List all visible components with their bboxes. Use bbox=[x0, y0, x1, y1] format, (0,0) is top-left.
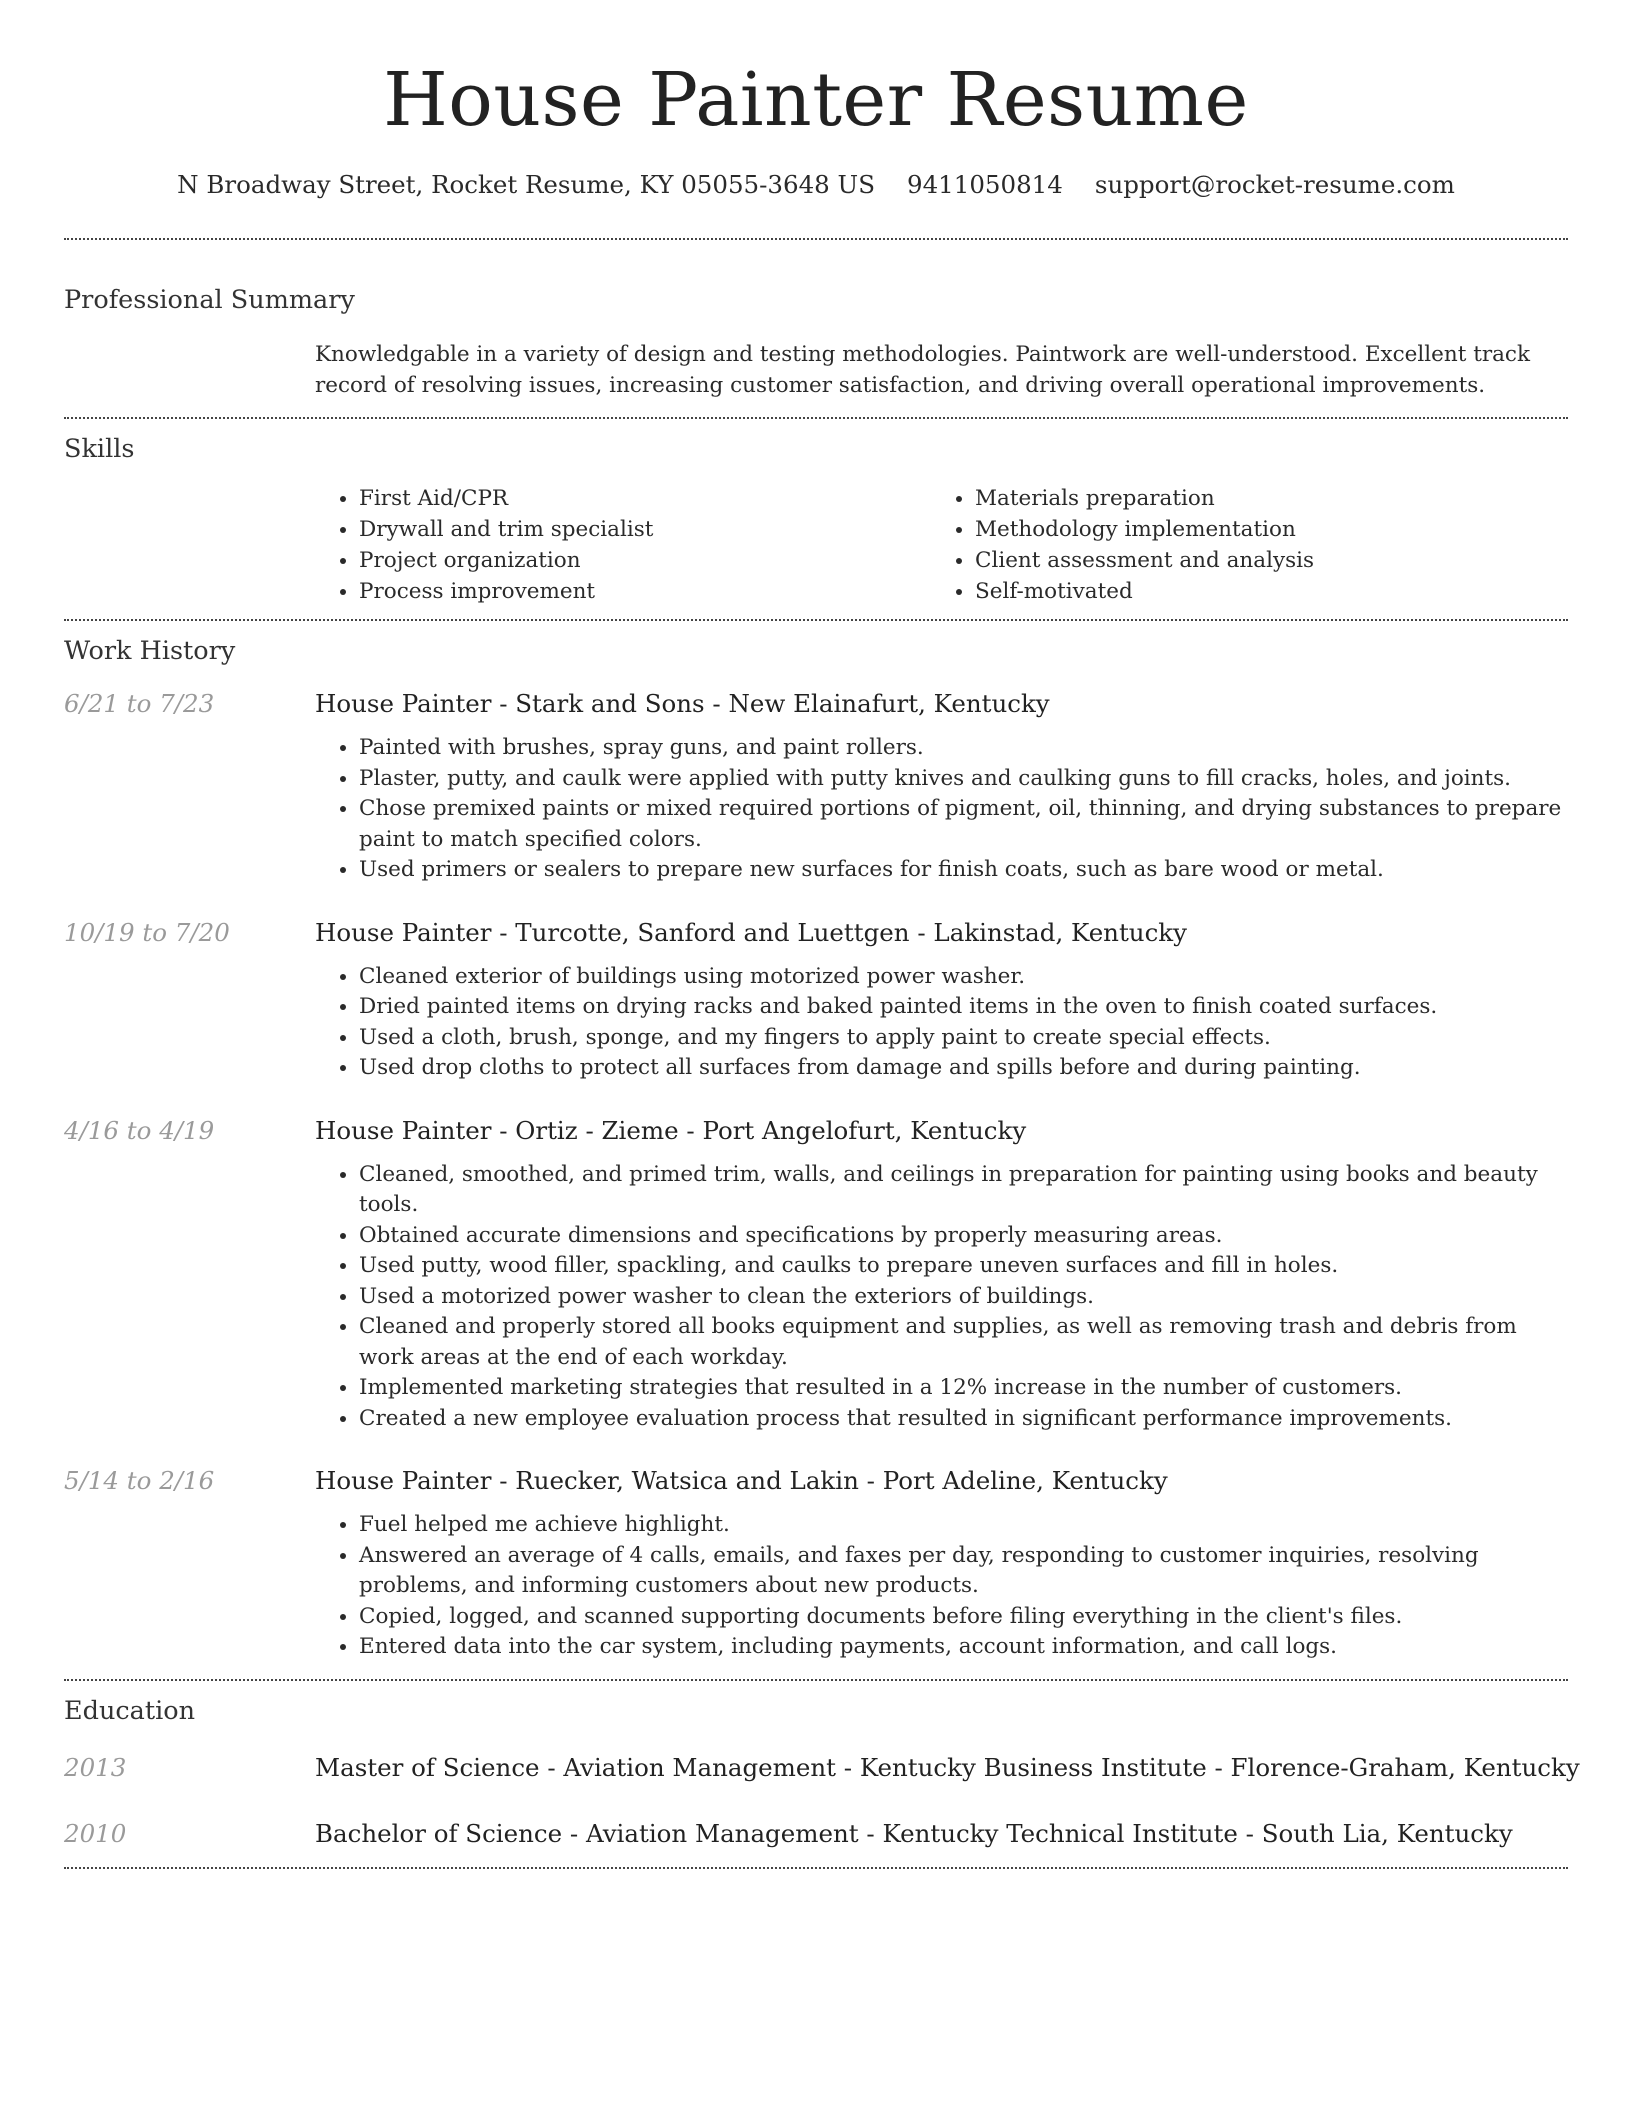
job-bullet: • Cleaned and properly stored all books equipment and supplies, as well as removing trash and debris from work areas at the end of each workday. bbox=[359, 1312, 1568, 1373]
job-bullet: • Dried painted items on drying racks and baked painted items in the oven to finish coated surfaces. bbox=[359, 992, 1568, 1023]
work-history-heading: Work History bbox=[64, 636, 236, 666]
skill-item: • Client assessment and analysis bbox=[975, 545, 1547, 576]
skills-grid bbox=[315, 483, 1568, 607]
contact-address: N Broadway Street, Rocket Resume, KY 05055-3648 US bbox=[177, 170, 875, 199]
summary-heading: Professional Summary bbox=[64, 285, 355, 315]
education-degree: Master of Science - Aviation Management - Kentucky Business Institute - Florence-Graham, Kentucky bbox=[315, 1752, 1580, 1782]
job-bullet: • Copied, logged, and scanned supporting documents before filing everything in the client's files. bbox=[359, 1602, 1568, 1633]
job-date: 6/21 to 7/23 bbox=[64, 689, 215, 718]
job-bullet: • Chose premixed paints or mixed required portions of pigment, oil, thinning, and drying substances to prepare paint to match specified colors. bbox=[359, 794, 1568, 855]
education-date: 2013 bbox=[64, 1752, 127, 1782]
job-bullet: • Cleaned exterior of buildings using motorized power washer. bbox=[359, 962, 1568, 993]
job-bullets bbox=[315, 1160, 1568, 1435]
job-bullet: • Cleaned, smoothed, and primed trim, walls, and ceilings in preparation for painting using books and beauty tools. bbox=[359, 1160, 1568, 1221]
job-entry bbox=[64, 1464, 1568, 1663]
work-history-section bbox=[64, 621, 1568, 1663]
job-bullet: • Used drop cloths to protect all surfaces from damage and spills before and during painting. bbox=[359, 1053, 1568, 1084]
job-bullet: • Answered an average of 4 calls, emails, and faxes per day, responding to customer inquiries, resolving problems, and informing customers about new products. bbox=[359, 1541, 1568, 1602]
job-bullets bbox=[315, 733, 1568, 886]
education-degree: Bachelor of Science - Aviation Management - Kentucky Technical Institute - South Lia, Kentucky bbox=[315, 1818, 1513, 1848]
job-bullet: • Obtained accurate dimensions and specifications by properly measuring areas. bbox=[359, 1221, 1568, 1252]
education-entry bbox=[64, 1817, 1568, 1851]
summary-section bbox=[64, 240, 1568, 401]
contact-phone: 9411050814 bbox=[906, 170, 1063, 199]
education-date: 2010 bbox=[64, 1818, 127, 1848]
job-date: 5/14 to 2/16 bbox=[64, 1466, 215, 1495]
job-entry bbox=[64, 916, 1568, 1084]
education-entry bbox=[64, 1751, 1580, 1785]
job-bullet: • Fuel helped me achieve highlight. bbox=[359, 1510, 1568, 1541]
job-bullet: • Painted with brushes, spray guns, and paint rollers. bbox=[359, 733, 1568, 764]
job-title: House Painter - Ruecker, Watsica and Lakin - Port Adeline, Kentucky bbox=[315, 1466, 1168, 1495]
skills-list-right bbox=[931, 483, 1547, 607]
skill-item: • Materials preparation bbox=[975, 483, 1547, 514]
skill-item: • First Aid/CPR bbox=[359, 483, 931, 514]
contact-email: support@rocket-resume.com bbox=[1094, 170, 1455, 199]
education-heading: Education bbox=[64, 1695, 196, 1726]
job-entry bbox=[64, 1114, 1568, 1435]
job-title: House Painter - Stark and Sons - New Elainafurt, Kentucky bbox=[315, 689, 1050, 718]
skill-item: • Methodology implementation bbox=[975, 514, 1547, 545]
job-bullets bbox=[315, 1510, 1568, 1663]
job-bullet: • Used a motorized power washer to clean the exteriors of buildings. bbox=[359, 1282, 1568, 1313]
skill-item: • Project organization bbox=[359, 545, 931, 576]
job-bullet: • Used a cloth, brush, sponge, and my fingers to apply paint to create special effects. bbox=[359, 1023, 1568, 1054]
contact-line bbox=[64, 168, 1568, 202]
job-title: House Painter - Turcotte, Sanford and Luettgen - Lakinstad, Kentucky bbox=[315, 917, 1187, 947]
skill-item: • Self-motivated bbox=[975, 576, 1547, 607]
job-bullet: • Used putty, wood filler, spackling, and caulks to prepare uneven surfaces and fill in holes. bbox=[359, 1251, 1568, 1282]
job-entry bbox=[64, 687, 1568, 886]
job-bullet: • Created a new employee evaluation process that resulted in significant performance improvements. bbox=[359, 1404, 1568, 1435]
skills-list-left bbox=[315, 483, 931, 607]
job-bullet: • Plaster, putty, and caulk were applied with putty knives and caulking guns to fill cracks, holes, and joints. bbox=[359, 764, 1568, 795]
job-title: House Painter - Ortiz - Zieme - Port Angelofurt, Kentucky bbox=[315, 1115, 1027, 1145]
skill-item: • Process improvement bbox=[359, 576, 931, 607]
education-section bbox=[64, 1681, 1580, 1851]
skill-item: • Drywall and trim specialist bbox=[359, 514, 931, 545]
job-bullet: • Implemented marketing strategies that resulted in a 12% increase in the number of customers. bbox=[359, 1373, 1568, 1404]
skills-heading: Skills bbox=[64, 434, 135, 464]
job-bullets bbox=[315, 962, 1568, 1084]
job-bullet: • Used primers or sealers to prepare new surfaces for finish coats, such as bare wood or metal. bbox=[359, 855, 1568, 886]
job-bullet: • Entered data into the car system, including payments, account information, and call logs. bbox=[359, 1632, 1568, 1663]
divider bbox=[64, 1867, 1568, 1869]
job-date: 4/16 to 4/19 bbox=[64, 1115, 215, 1145]
skills-section bbox=[64, 419, 1568, 607]
summary-text: Knowledgable in a variety of design and testing methodologies. Paintwork are well-understood. Excellent track record of resolving issues, increasing customer satisfaction, and driving overall operational improvements. bbox=[315, 342, 1531, 398]
resume-title: House Painter Resume bbox=[383, 57, 1249, 143]
job-date: 10/19 to 7/20 bbox=[64, 917, 230, 947]
